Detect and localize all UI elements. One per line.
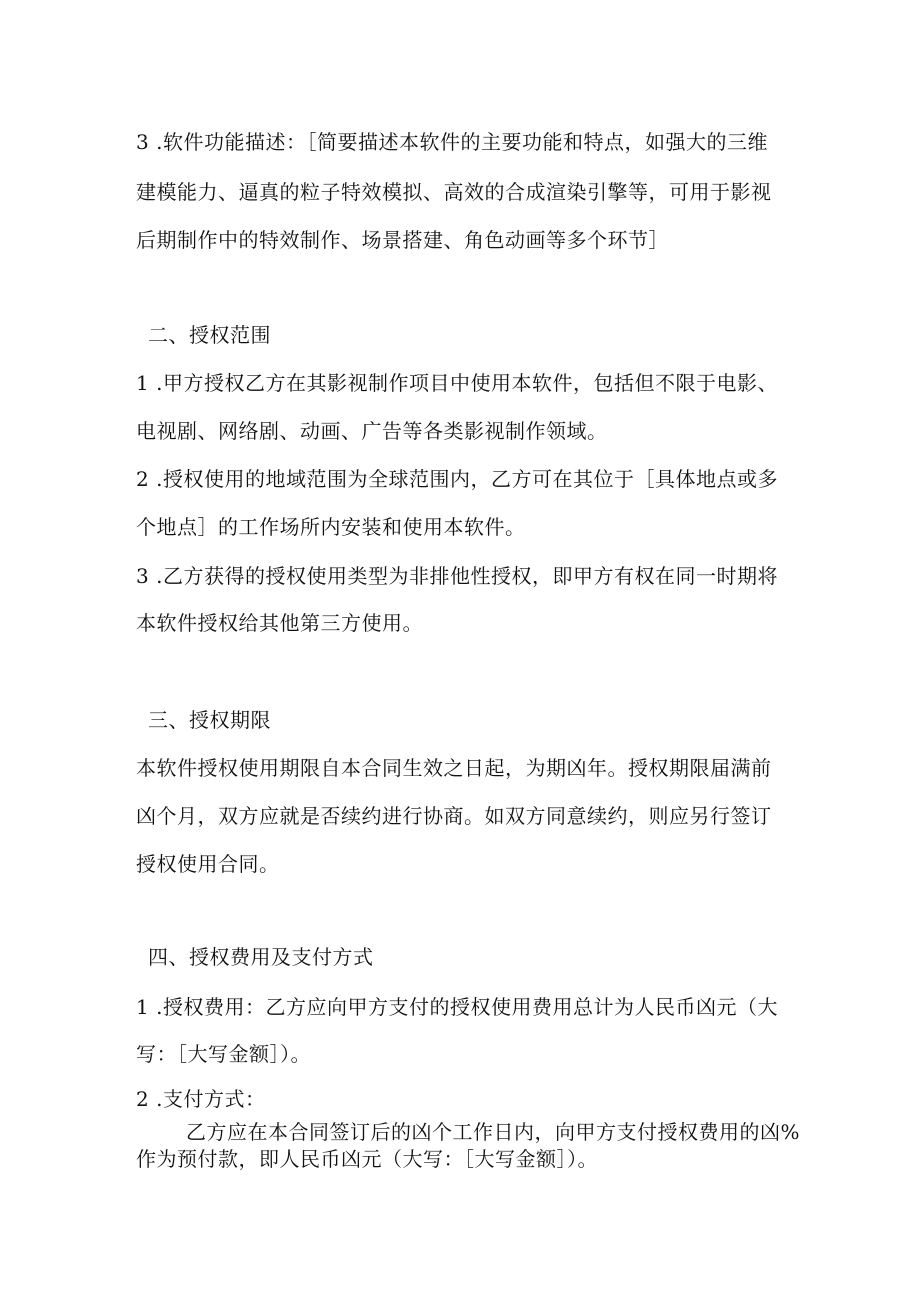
- s2-item1-line-2: 电视剧、网络剧、动画、广告等各类影视制作领域。: [136, 419, 608, 443]
- s4-item2-line-1: 乙方应在本合同签订后的凶个工作日内，向甲方支付授权费用的凶%: [186, 1120, 801, 1144]
- section-heading-fees: 四、授权费用及支付方式: [148, 945, 374, 969]
- s2-item2-line-2: 个地点］的工作场所内安装和使用本软件。: [136, 515, 526, 539]
- s2-item3-line-2: 本软件授权给其他第三方使用。: [136, 611, 423, 635]
- s2-item3-line-1: 3 .乙方获得的授权使用类型为非排他性授权，即甲方有权在同一时期将: [136, 564, 778, 588]
- s3-line-1: 本软件授权使用期限自本合同生效之日起，为期凶年。授权期限届满前: [136, 756, 772, 780]
- s1-item3-line-3: 后期制作中的特效制作、场景搭建、角色动画等多个环节］: [136, 228, 669, 252]
- section-heading-term: 三、授权期限: [148, 708, 271, 732]
- s3-line-2: 凶个月，双方应就是否续约进行协商。如双方同意续约，则应另行签订: [136, 804, 772, 828]
- s1-item3-line-2: 建模能力、逼真的粒子特效模拟、高效的合成渲染引擎等，可用于影视: [136, 180, 772, 204]
- s4-item2-line-2: 作为预付款，即人民币凶元（大写：［大写金额］）。: [136, 1147, 598, 1171]
- section-heading-scope: 二、授权范围: [148, 323, 271, 347]
- s3-line-3: 授权使用合同。: [136, 852, 280, 876]
- s4-item2-label: 2 .支付方式：: [136, 1087, 266, 1111]
- s2-item1-line-1: 1 .甲方授权乙方在其影视制作项目中使用本软件，包括但不限于电影、: [136, 371, 778, 395]
- s4-item1-line-1: 1 .授权费用：乙方应向甲方支付的授权使用费用总计为人民币凶元（大: [136, 995, 778, 1019]
- s1-item3-line-1: 3 .软件功能描述：［简要描述本软件的主要功能和特点，如强大的三维: [136, 130, 768, 154]
- s4-item1-line-2: 写：［大写金额］）。: [136, 1042, 311, 1066]
- s2-item2-line-1: 2 .授权使用的地域范围为全球范围内，乙方可在其位于［具体地点或多: [136, 467, 778, 491]
